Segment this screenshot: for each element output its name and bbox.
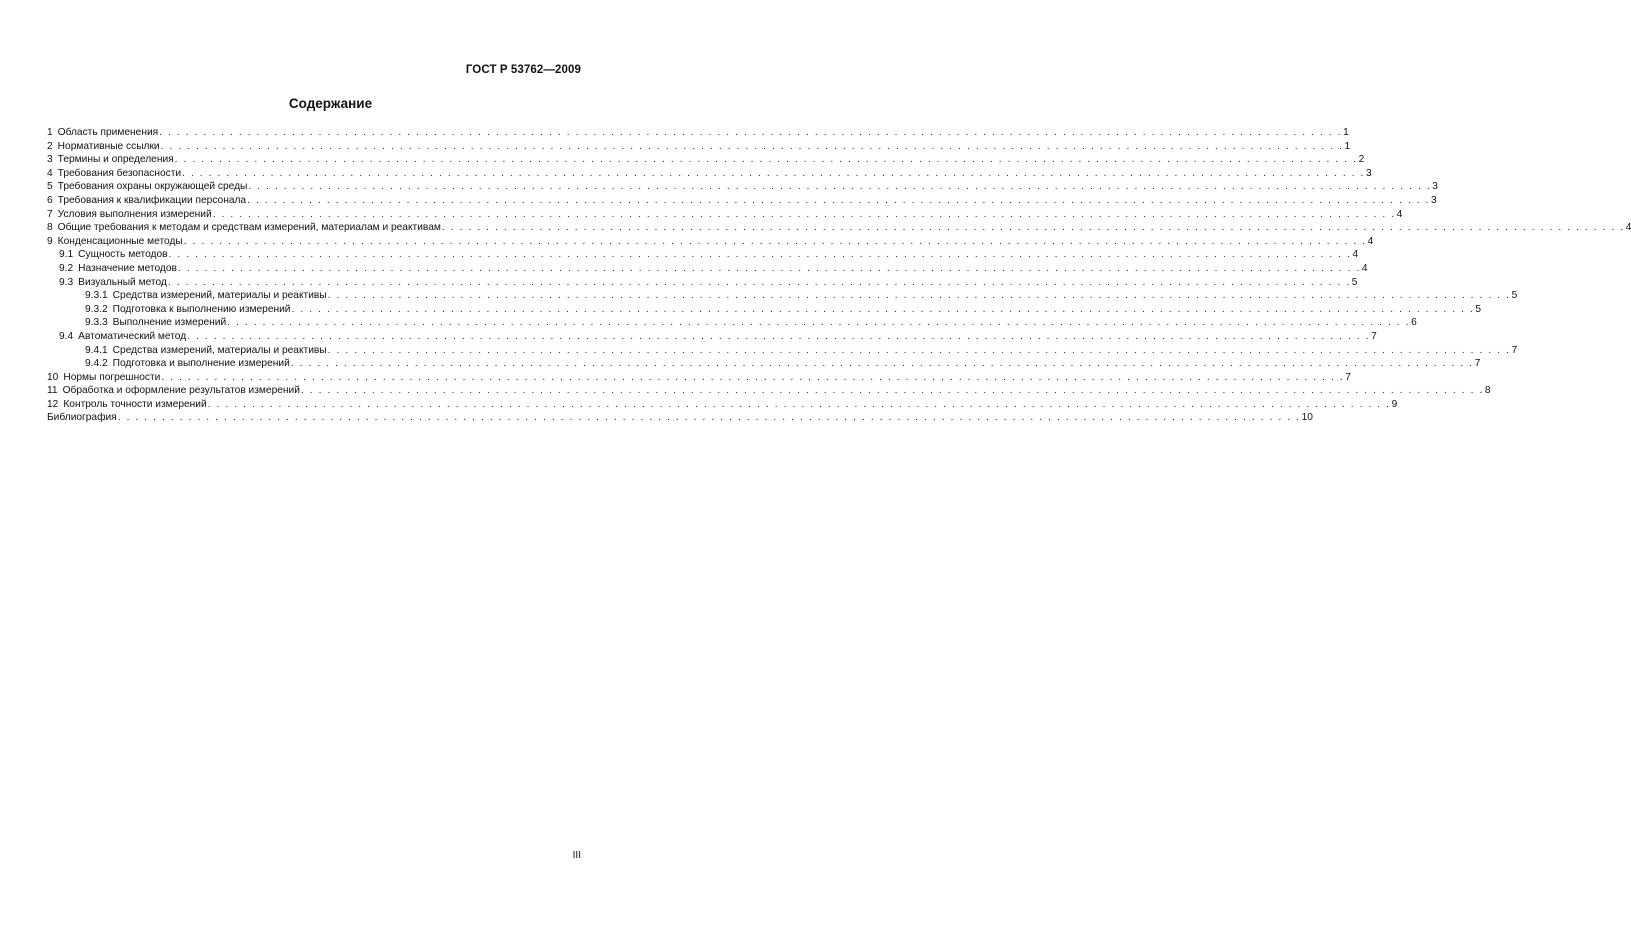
toc-entry-number: 9.3.3 bbox=[85, 317, 108, 329]
toc-entry-label: Сущность методов bbox=[78, 249, 168, 261]
toc-entry[interactable] bbox=[47, 194, 1437, 208]
toc-entry-label: Обработка и оформление результатов измерений bbox=[62, 385, 300, 397]
toc-entry-page: 5 bbox=[1475, 303, 1482, 315]
toc-entry-page: 3 bbox=[1432, 181, 1438, 193]
toc-dot-leader bbox=[182, 167, 1365, 181]
toc-entry-label: Средства измерений, материалы и реактивы bbox=[112, 290, 327, 302]
toc-entry-page: 3 bbox=[1431, 194, 1437, 206]
toc-dot-leader bbox=[227, 316, 1410, 330]
toc-entry-page: 5 bbox=[1351, 276, 1358, 288]
toc-entry-label: Нормы погрешности bbox=[63, 371, 161, 383]
page-number: III bbox=[572, 850, 581, 861]
toc-entry-number: 9.3.1 bbox=[85, 290, 108, 302]
toc-entry-number: 5 bbox=[47, 181, 53, 193]
toc-entry[interactable] bbox=[47, 126, 1349, 140]
toc-dot-leader bbox=[208, 398, 1391, 412]
toc-dot-leader bbox=[292, 303, 1475, 317]
toc-entry-label: Автоматический метод bbox=[78, 330, 187, 342]
toc-entry-label: Подготовка и выполнение измерений bbox=[112, 358, 290, 370]
toc-entry-number: 11 bbox=[47, 385, 58, 397]
toc-entry-number: 7 bbox=[47, 208, 53, 220]
toc-entry[interactable] bbox=[47, 235, 1374, 249]
toc-entry-number: 9.3.2 bbox=[85, 303, 108, 315]
toc-dot-leader bbox=[169, 248, 1352, 262]
toc-entry-page: 3 bbox=[1366, 167, 1372, 179]
toc-entry-label: Подготовка к выполнению измерений bbox=[112, 303, 291, 315]
toc-entry[interactable] bbox=[47, 398, 1398, 412]
toc-entry[interactable] bbox=[47, 357, 1481, 371]
toc-dot-leader bbox=[178, 262, 1361, 276]
toc-entry-page: 6 bbox=[1411, 317, 1417, 329]
toc-entry-number: 1 bbox=[47, 127, 53, 138]
toc-entry[interactable] bbox=[47, 371, 1351, 385]
toc-entry-page: 1 bbox=[1344, 140, 1351, 152]
toc-entry-number: 9.3 bbox=[59, 276, 74, 288]
toc-dot-leader bbox=[184, 235, 1367, 249]
toc-entry-page: 4 bbox=[1396, 208, 1403, 220]
toc-entry[interactable] bbox=[47, 303, 1482, 317]
toc-entry-number: 9.2 bbox=[59, 262, 74, 274]
toc-entry[interactable] bbox=[47, 330, 1377, 344]
toc-entry[interactable] bbox=[47, 262, 1368, 276]
toc-dot-leader bbox=[161, 371, 1344, 385]
toc-dot-leader bbox=[175, 153, 1358, 167]
toc-entry[interactable] bbox=[47, 167, 1372, 181]
toc-entry-page: 4 bbox=[1367, 235, 1374, 247]
toc-entry[interactable] bbox=[47, 153, 1365, 167]
table-of-contents bbox=[47, 126, 1631, 425]
toc-entry-label: Требования к квалификации персонала bbox=[57, 194, 247, 206]
toc-entry-number: 9.4.1 bbox=[85, 344, 108, 356]
toc-entry[interactable] bbox=[47, 411, 1313, 425]
toc-dot-leader bbox=[328, 344, 1511, 358]
toc-entry[interactable] bbox=[47, 248, 1359, 262]
toc-entry-number: 8 bbox=[47, 222, 53, 234]
toc-entry[interactable] bbox=[47, 344, 1518, 358]
toc-entry-number: 10 bbox=[47, 371, 59, 383]
toc-entry[interactable] bbox=[47, 180, 1438, 194]
toc-entry-label: Термины и определения bbox=[57, 154, 174, 166]
toc-dot-leader bbox=[291, 357, 1474, 371]
toc-entry-label: Выполнение измерений bbox=[112, 317, 227, 329]
toc-dot-leader bbox=[168, 276, 1351, 290]
toc-entry-number: 9.1 bbox=[59, 249, 74, 261]
toc-entry-label: Визуальный метод bbox=[78, 276, 167, 288]
toc-entry-page: 8 bbox=[1484, 385, 1491, 397]
toc-entry-label: Средства измерений, материалы и реактивы bbox=[112, 344, 327, 356]
toc-entry-label: Библиография bbox=[47, 412, 117, 424]
toc-entry-label: Область применения bbox=[57, 127, 159, 138]
toc-dot-leader bbox=[161, 140, 1344, 154]
toc-dot-leader bbox=[248, 180, 1431, 194]
toc-entry-number: 3 bbox=[47, 154, 53, 166]
toc-entry-page: 4 bbox=[1625, 222, 1631, 234]
toc-entry-label: Назначение методов bbox=[78, 262, 177, 274]
toc-entry-page: 7 bbox=[1511, 344, 1518, 356]
toc-dot-leader bbox=[247, 194, 1430, 208]
toc-title: Содержание bbox=[288, 96, 373, 111]
toc-dot-leader bbox=[301, 384, 1484, 398]
toc-entry-label: Общие требования к методам и средствам измерений, материалам и реактивам bbox=[57, 222, 441, 234]
toc-dot-leader bbox=[328, 289, 1511, 303]
toc-entry-number: 9.4 bbox=[59, 330, 74, 342]
toc-entry-number: 12 bbox=[47, 398, 59, 410]
toc-dot-leader bbox=[118, 411, 1301, 425]
toc-entry[interactable] bbox=[47, 289, 1518, 303]
toc-entry-page: 7 bbox=[1474, 358, 1481, 370]
toc-dot-leader bbox=[159, 126, 1342, 140]
toc-entry-page: 4 bbox=[1361, 262, 1368, 274]
toc-entry[interactable] bbox=[47, 276, 1358, 290]
toc-entry-number: 9 bbox=[47, 235, 53, 247]
toc-entry-number: 9.4.2 bbox=[85, 358, 108, 370]
toc-entry[interactable] bbox=[47, 384, 1491, 398]
toc-entry[interactable] bbox=[47, 208, 1403, 222]
toc-entry[interactable] bbox=[47, 316, 1417, 330]
toc-entry-number: 6 bbox=[47, 194, 53, 206]
toc-entry-label: Условия выполнения измерений bbox=[57, 208, 212, 220]
toc-entry-page: 7 bbox=[1345, 371, 1351, 383]
document-code: ГОСТ Р 53762—2009 bbox=[465, 64, 581, 76]
toc-entry-label: Нормативные ссылки bbox=[57, 140, 160, 152]
toc-entry-page: 9 bbox=[1391, 398, 1398, 410]
toc-dot-leader bbox=[187, 330, 1370, 344]
toc-entry-label: Контроль точности измерений bbox=[63, 398, 207, 410]
toc-entry-label: Требования охраны окружающей среды bbox=[57, 181, 248, 193]
toc-entry[interactable] bbox=[47, 140, 1351, 154]
toc-entry-page: 10 bbox=[1301, 412, 1313, 424]
toc-entry-page: 1 bbox=[1343, 127, 1349, 138]
toc-entry-page: 5 bbox=[1511, 290, 1518, 302]
toc-entry-page: 7 bbox=[1371, 330, 1377, 342]
toc-entry[interactable] bbox=[47, 221, 1631, 235]
toc-entry-page: 2 bbox=[1358, 154, 1365, 166]
toc-dot-leader bbox=[442, 221, 1625, 235]
toc-entry-page: 4 bbox=[1352, 249, 1359, 261]
toc-entry-number: 2 bbox=[47, 140, 53, 152]
toc-entry-number: 4 bbox=[47, 167, 53, 179]
toc-entry-label: Требования безопасности bbox=[57, 167, 182, 179]
toc-dot-leader bbox=[213, 208, 1396, 222]
toc-entry-label: Конденсационные методы bbox=[57, 235, 183, 247]
